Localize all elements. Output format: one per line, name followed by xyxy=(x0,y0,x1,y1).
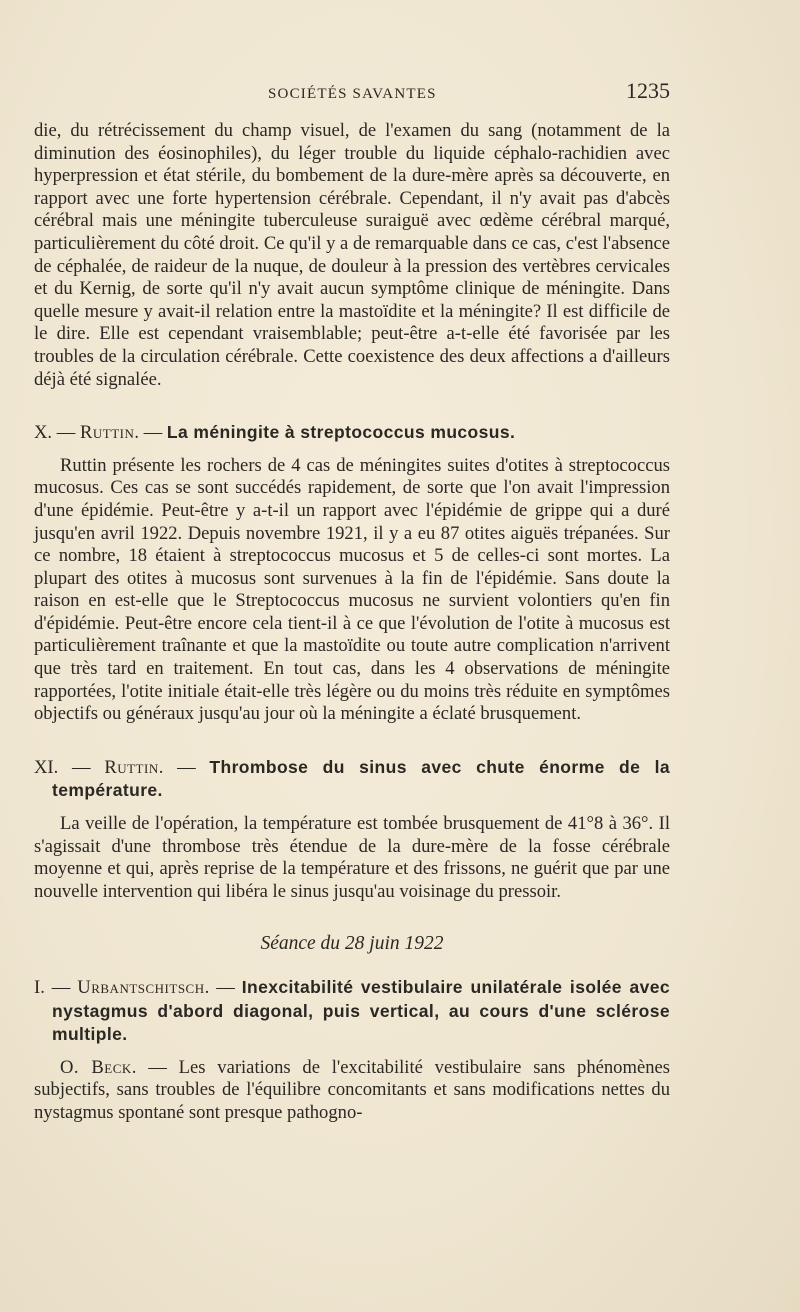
section-body-xi: La veille de l'opération, la température est tombée brusquement de 41°8 à 36°. Il s'agissait d'une thrombose très étendue de la dure-mère de la fosse cérébrale moyenne et qui, après reprise de la température et des frissons, ne guérit que par une nouvelle intervention qui libéra le sinus jusqu'au voisinage du pressoir. xyxy=(34,813,670,902)
continued-paragraph: die, du rétrécissement du champ visuel, de l'examen du sang (notamment de la diminution des éosinophiles), du léger trouble du liquide céphalo-rachidien avec hyperpression et état stérile, du bombement de la dure-mère après sa découverte, en rapport avec une forte hypertension cérébrale. Cependant, il n'y avait pas d'abcès cérébral mais une méningite tuberculeuse suraiguë avec œdème cérébral marqué, particulièrement du côté droit. Ce qu'il y a de remarquable dans ce cas, c'est l'absence de céphalée, de raideur de la nuque, de douleur à la pression des vertèbres cervicales et du Kernig, de sorte qu'il n'y avait aucun symptôme clinique de méningite. Dans quelle mesure y avait-il relation entre la mastoïdite et la méningite? Il est difficile de le dire. Elle est cependant vraisemblable; peut-être a-t-elle été favorisée par les troubles de la circulation cérébrale. Cette coexistence des deux affections a d'ailleurs déjà été signalée. xyxy=(34,120,670,390)
section-heading-i xyxy=(34,976,670,1047)
heading-dash: . — xyxy=(134,422,167,444)
page-header xyxy=(0,78,800,108)
heading-dash: — xyxy=(58,756,105,778)
body-author: O. Beck xyxy=(60,1056,132,1078)
heading-dash: . — xyxy=(204,977,242,998)
page-number: 1235 xyxy=(626,78,670,103)
session-heading: Séance du 28 juin 1922 xyxy=(260,933,444,955)
section-heading-xi xyxy=(34,756,670,803)
section-body-i xyxy=(34,1057,670,1125)
running-head: SOCIÉTÉS SAVANTES xyxy=(268,86,437,102)
heading-dash: — xyxy=(44,977,78,998)
heading-dash: . — xyxy=(158,756,210,778)
section-heading-x xyxy=(34,421,670,445)
section-numeral: I. xyxy=(34,977,45,998)
section-author: Ruttin xyxy=(79,422,135,444)
section-author: Urbantschitsch xyxy=(77,977,205,998)
section-author: Ruttin xyxy=(104,756,159,778)
section-title: La méningite à streptococcus mucosus. xyxy=(166,422,516,443)
body-text: . — Les variations de l'excitabilité vestibulaire sans phénomènes subjectifs, sans troubles de l'équilibre concomitants et sans modifications nettes du nystagmus spontané sont presque pathogno- xyxy=(34,1056,670,1123)
section-title: Inexcitabilité vestibulaire unilatérale isolée avec nystagmus d'abord diagonal, puis vertical, au cours d'une sclérose multiple. xyxy=(52,977,671,1045)
heading-dash: — xyxy=(52,422,80,444)
section-numeral: X. xyxy=(34,422,53,444)
page-body xyxy=(34,120,670,1125)
section-numeral: XI. xyxy=(34,756,59,778)
section-body-x: Ruttin présente les rochers de 4 cas de méningites suites d'otites à streptococcus mucosus. Ces cas se sont succédés rapidement, de sorte que l'on avait l'impression d'une épidémie. Peut-être y a-t-il un rapport avec l'épidémie de grippe qui a duré jusqu'en avril 1922. Depuis novembre 1921, il y a eu 87 otites aiguës trépanées. Sur ce nombre, 18 étaient à streptococcus mucosus et 5 de celles-ci sont mortes. La plupart des otites à mucosus sont survenues à la fin de l'épidémie. Sans doute la raison en est-elle que le Streptococcus mucosus ne survient volontiers qu'en fin d'épidémie. Peut-être encore cela tient-il à ce que l'évolution de l'otite à mucosus est particulièrement traînante et que la mastoïdite ou toute autre complication n'arrivent que très tard en traitement. En tout cas, dans les 4 observations de méningite rapportées, l'otite initiale était-elle très légère ou du moins très réduite en symptômes objectifs ou généraux jusqu'au jour où la méningite a éclaté brusquement. xyxy=(34,454,670,725)
section-title: Thrombose du sinus avec chute énorme de la température. xyxy=(52,756,670,801)
